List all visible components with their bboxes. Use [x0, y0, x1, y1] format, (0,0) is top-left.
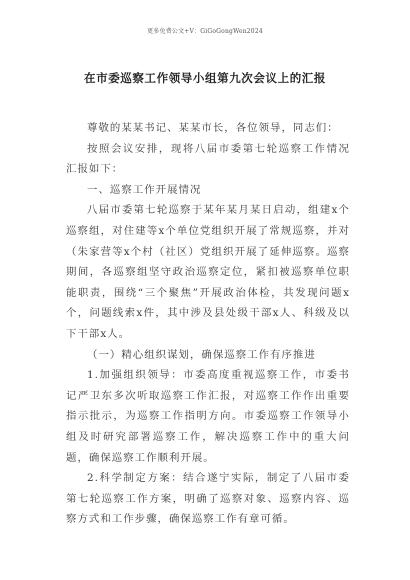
document-body [66, 118, 350, 530]
list-item-2: 2.科学制定方案：结合遂宁实际，制定了八届市委第七轮巡察工作方案，明确了巡察对象、巡察内容、巡察方式和工作步骤，确保巡察工作有章可循。 [66, 472, 350, 526]
section-paragraph: 八届市委第七轮巡察于某年某月某日启动，组建x个巡察组，对住建等x个单位党组织开展了常规巡察，并对（朱家营等x个村（社区）党组织开展了延伸巡察。巡察期间，各巡察组坚守政治巡察定位，紧扣被巡察单位职能职责，围绕“三个聚焦”开展政治体检，共发现问题x个，问题线索x件，其中涉及县处级干部x人、科级及以下干部x人。 [66, 204, 350, 340]
intro-paragraph: 按照会议安排，现将八届市委第七轮巡察工作情况汇报如下： [66, 142, 350, 176]
list-item-1: 1.加强组织领导：市委高度重视巡察工作，市委书记严卫东多次听取巡察工作汇报，对巡察工作作出重要指示批示，为巡察工作指明方向。市委巡察工作领导小组及时研究部署巡察工作，解决巡察工作中的重大问题，确保巡察工作顺利开展。 [66, 369, 350, 464]
salutation: 尊敬的某某书记、某某市长，各位领导，同志们： [87, 122, 339, 134]
subsection-heading: （一）精心组织谋划，确保巡察工作有序推进 [87, 348, 316, 361]
section-heading: 一、巡察工作开展情况 [87, 183, 202, 196]
header-note: 更多免费公文+V：GiGoGongWen2024 [147, 28, 263, 35]
document-title: 在市委巡察工作领导小组第九次会议上的汇报 [84, 71, 326, 85]
